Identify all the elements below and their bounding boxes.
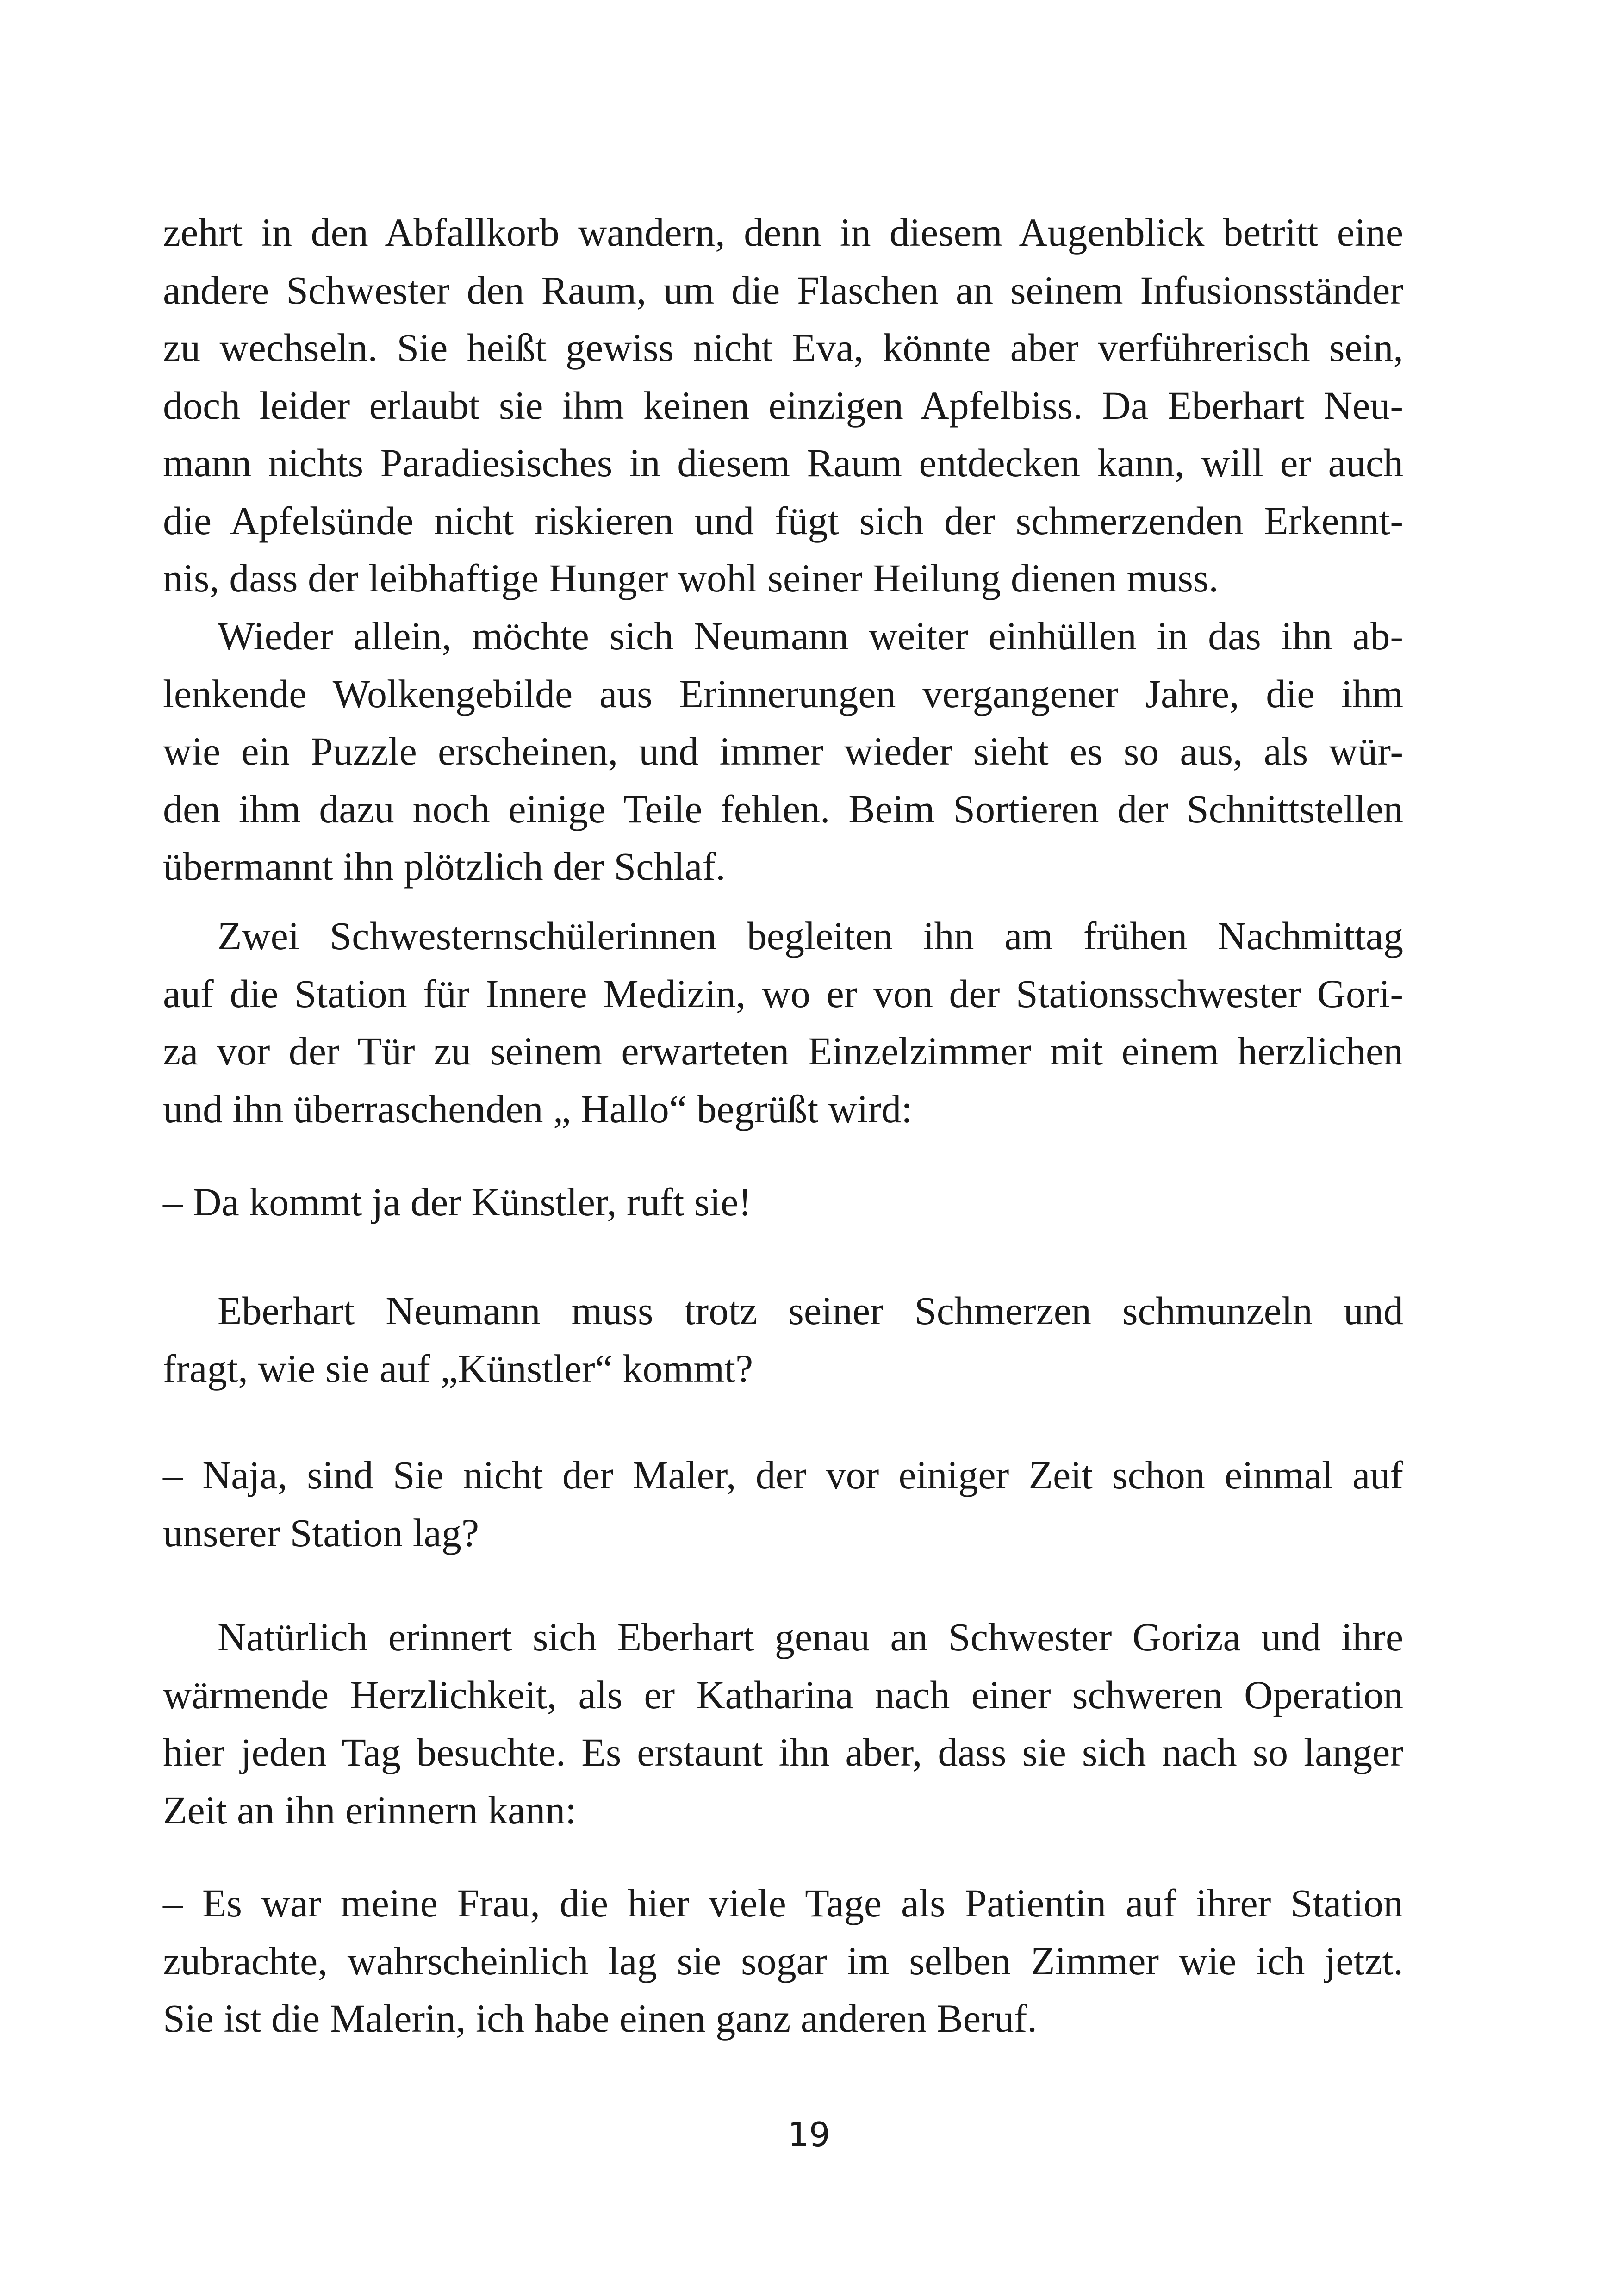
- paragraph: [163, 1608, 1403, 1839]
- text-line: – Es war meine Frau, die hier viele Tage als Patientin auf ihrer Station: [163, 1881, 1403, 1925]
- dialogue-line: [163, 1874, 1403, 2047]
- text-line: fragt, wie sie auf „Künstler“ kommt?: [163, 1346, 753, 1391]
- text-line: wie ein Puzzle erscheinen, und immer wieder sieht es so aus, als wür-: [163, 729, 1403, 773]
- paragraph: [163, 1282, 1403, 1397]
- dialogue-line: [163, 1173, 1403, 1231]
- text-line: andere Schwester den Raum, um die Flaschen an seinem Infusionsständer: [163, 268, 1403, 312]
- text-line: die Apfelsünde nicht riskieren und fügt sich der schmerzenden Erkennt-: [163, 498, 1403, 543]
- text-line: – Da kommt ja der Künstler, ruft sie!: [163, 1180, 752, 1224]
- text-line: den ihm dazu noch einige Teile fehlen. Beim Sortieren der Schnittstellen: [163, 786, 1403, 831]
- paragraph: [163, 607, 1403, 896]
- text-line: mann nichts Paradiesisches in diesem Raum entdecken kann, will er auch: [163, 441, 1403, 485]
- text-line: Zeit an ihn erinnern kann:: [163, 1787, 577, 1832]
- text-line: – Naja, sind Sie nicht der Maler, der vor einiger Zeit schon einmal auf: [163, 1453, 1403, 1497]
- page-number: 19: [788, 2115, 830, 2154]
- text-line: übermannt ihn plötzlich der Schlaf.: [163, 844, 726, 889]
- dialogue-line: [163, 1446, 1403, 1562]
- text-line: zu wechseln. Sie heißt gewiss nicht Eva, könnte aber verführerisch sein,: [163, 325, 1403, 370]
- text-line: lenkende Wolkengebilde aus Erinnerungen vergangener Jahre, die ihm: [163, 671, 1403, 716]
- text-line: und ihn überraschenden „ Hallo“ begrüßt wird:: [163, 1086, 913, 1131]
- text-line: wärmende Herzlichkeit, als er Katharina nach einer schweren Operation: [163, 1672, 1403, 1717]
- text-line: doch leider erlaubt sie ihm keinen einzigen Apfelbiss. Da Eberhart Neu-: [163, 383, 1403, 428]
- paragraph: [163, 907, 1403, 1138]
- text-line: zubrachte, wahrscheinlich lag sie sogar im selben Zimmer wie ich jetzt.: [163, 1938, 1403, 1983]
- paragraph: [163, 204, 1403, 607]
- text-line: Natürlich erinnert sich Eberhart genau an Schwester Goriza und ihre: [218, 1615, 1403, 1659]
- text-line: za vor der Tür zu seinem erwarteten Einzelzimmer mit einem herzlichen: [163, 1029, 1403, 1073]
- text-line: Zwei Schwesternschülerinnen begleiten ihn am frühen Nachmittag: [218, 914, 1403, 958]
- text-line: hier jeden Tag besuchte. Es erstaunt ihn aber, dass sie sich nach so langer: [163, 1730, 1403, 1774]
- text-line: zehrt in den Abfallkorb wandern, denn in diesem Augenblick betritt eine: [163, 210, 1403, 255]
- text-line: nis, dass der leibhaftige Hunger wohl seiner Heilung dienen muss.: [163, 556, 1219, 600]
- text-line: Sie ist die Malerin, ich habe einen ganz anderen Beruf.: [163, 1996, 1037, 2041]
- text-line: auf die Station für Innere Medizin, wo er von der Stationsschwester Gori-: [163, 971, 1403, 1016]
- text-line: Eberhart Neumann muss trotz seiner Schmerzen schmunzeln und: [218, 1288, 1403, 1333]
- text-line: Wieder allein, möchte sich Neumann weiter einhüllen in das ihn ab-: [218, 614, 1403, 658]
- text-line: unserer Station lag?: [163, 1510, 479, 1555]
